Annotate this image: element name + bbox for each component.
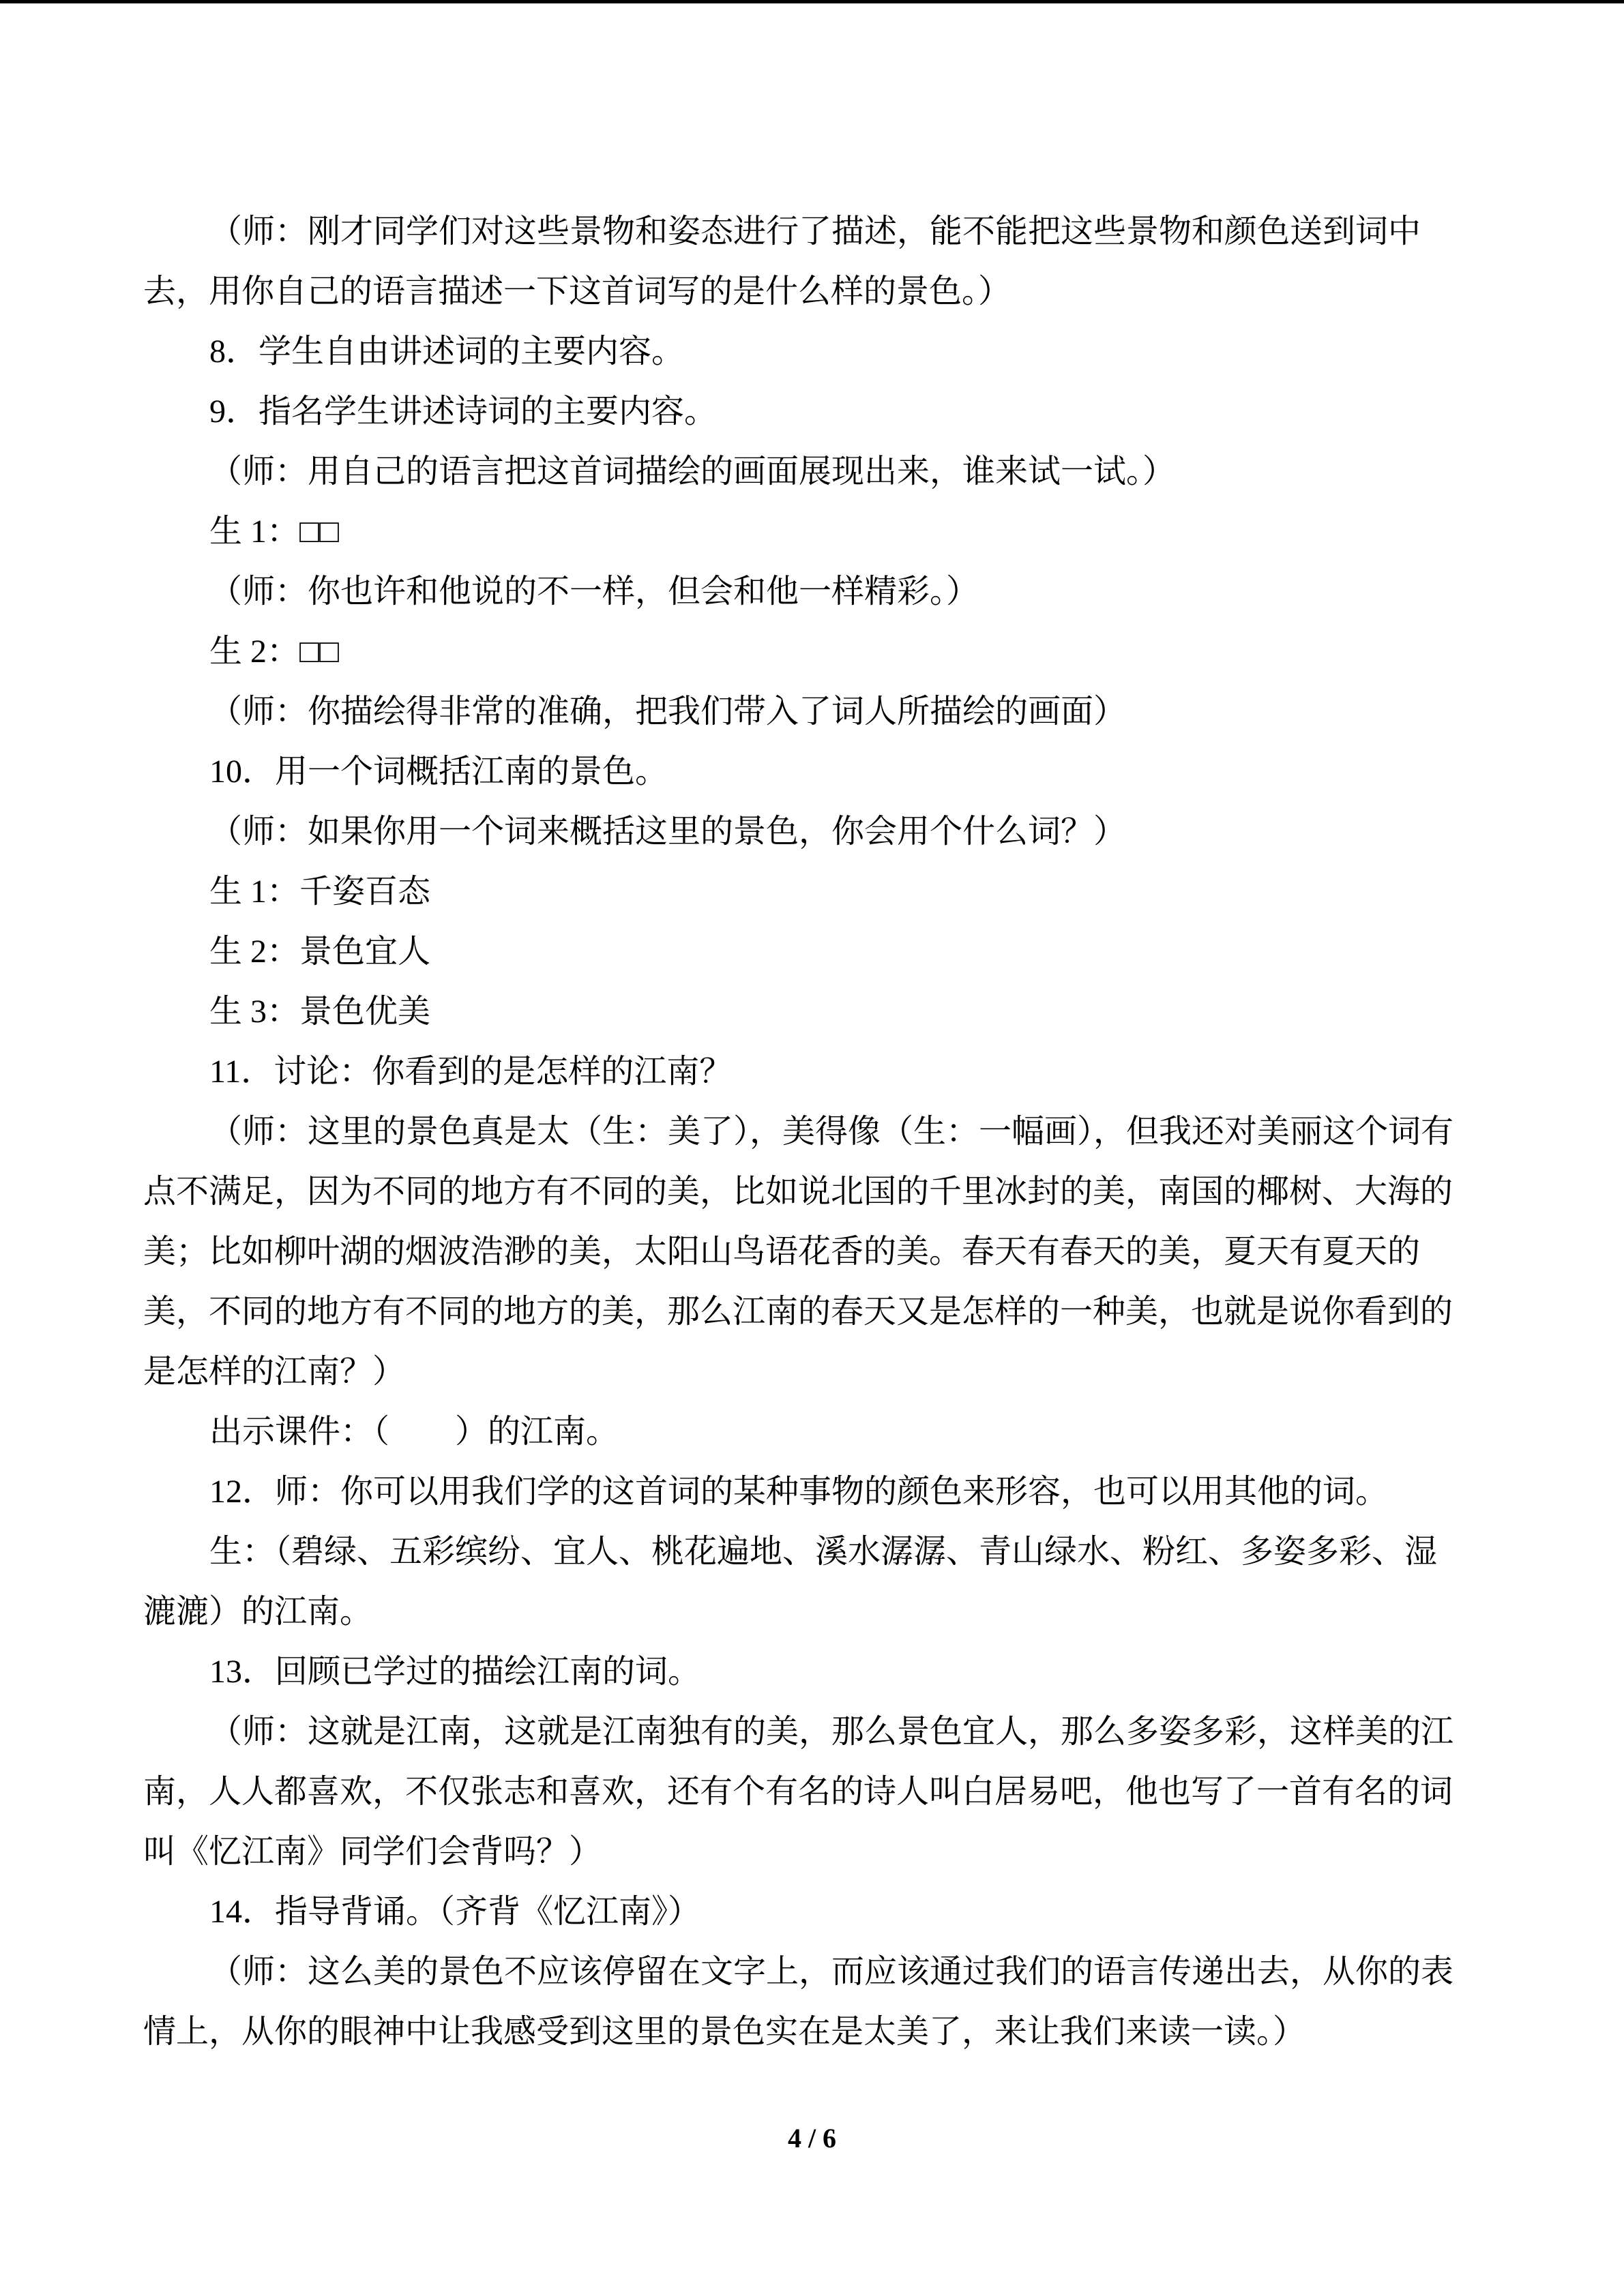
text-line: 美，不同的地方有不同的地方的美，那么江南的春天又是怎样的一种美，也就是说你看到的 [143, 1294, 1453, 1330]
text-line: 出示课件：（ ）的江南。 [209, 1414, 619, 1450]
text-line: 14．指导背诵。（齐背《忆江南》） [209, 1894, 701, 1930]
text-line: 是怎样的江南？） [143, 1354, 406, 1390]
page-top-border [0, 0, 1624, 3]
text-line: 生：（碧绿、五彩缤纷、宜人、桃花遍地、溪水潺潺、青山绿水、粉红、多姿多彩、湿 [209, 1534, 1438, 1570]
text-line: （师：这就是江南，这就是江南独有的美，那么景色宜人，那么多姿多彩，这样美的江 [209, 1714, 1454, 1750]
text-line: （师：刚才同学们对这些景物和姿态进行了描述，能不能把这些景物和颜色送到词中 [209, 213, 1421, 250]
text-line: 去，用你自己的语言描述一下这首词写的是什么样的景色。） [143, 273, 1012, 310]
text-line: 生 3：景色优美 [209, 994, 431, 1030]
text-line: 12．师：你可以用我们学的这首词的某种事物的颜色来形容，也可以用其他的词。 [209, 1474, 1389, 1510]
text-line: 生 1：千姿百态 [209, 874, 431, 910]
text-line: 情上，从你的眼神中让我感受到这里的景色实在是太美了，来让我们来读一读。） [143, 2014, 1306, 2050]
text-line: 生 2：景色宜人 [209, 934, 431, 970]
text-line: 9．指名学生讲述诗词的主要内容。 [209, 393, 718, 430]
text-line: 美；比如柳叶湖的烟波浩渺的美，太阳山鸟语花香的美。春天有春天的美，夏天有夏天的 [143, 1234, 1421, 1270]
text-line: 漉漉）的江南。 [143, 1594, 373, 1630]
text-line: 11．讨论：你看到的是怎样的江南？ [209, 1054, 733, 1090]
page-number: 4 / 6 [787, 2123, 837, 2153]
text-line: 13．回顾已学过的描绘江南的词。 [209, 1654, 701, 1690]
text-line: 8．学生自由讲述词的主要内容。 [209, 333, 685, 370]
document-body [143, 202, 1481, 2062]
text-line: （师：如果你用一个词来概括这里的景色，你会用个什么词？） [209, 814, 1127, 850]
text-line: 生 1：□□ [209, 513, 339, 550]
text-line: 叫《忆江南》同学们会背吗？） [143, 1834, 602, 1870]
text-line: （师：你描绘得非常的准确，把我们带入了词人所描绘的画面） [209, 694, 1127, 730]
text-line: 10．用一个词概括江南的景色。 [209, 754, 668, 790]
text-line: 南，人人都喜欢，不仅张志和喜欢，还有个有名的诗人叫白居易吧，他也写了一首有名的词 [143, 1774, 1453, 1810]
text-line: （师：这里的景色真是太（生：美了），美得像（生：一幅画），但我还对美丽这个词有 [209, 1114, 1454, 1150]
text-line: 生 2：□□ [209, 633, 339, 670]
text-line: （师：你也许和他说的不一样，但会和他一样精彩。） [209, 573, 979, 610]
text-line: （师：用自己的语言把这首词描绘的画面展现出来，谁来试一试。） [209, 453, 1176, 490]
text-line: （师：这么美的景色不应该停留在文字上，而应该通过我们的语言传递出去，从你的表 [209, 1954, 1454, 1990]
text-line: 点不满足，因为不同的地方有不同的美，比如说北国的千里冰封的美，南国的椰树、大海的 [143, 1174, 1453, 1210]
